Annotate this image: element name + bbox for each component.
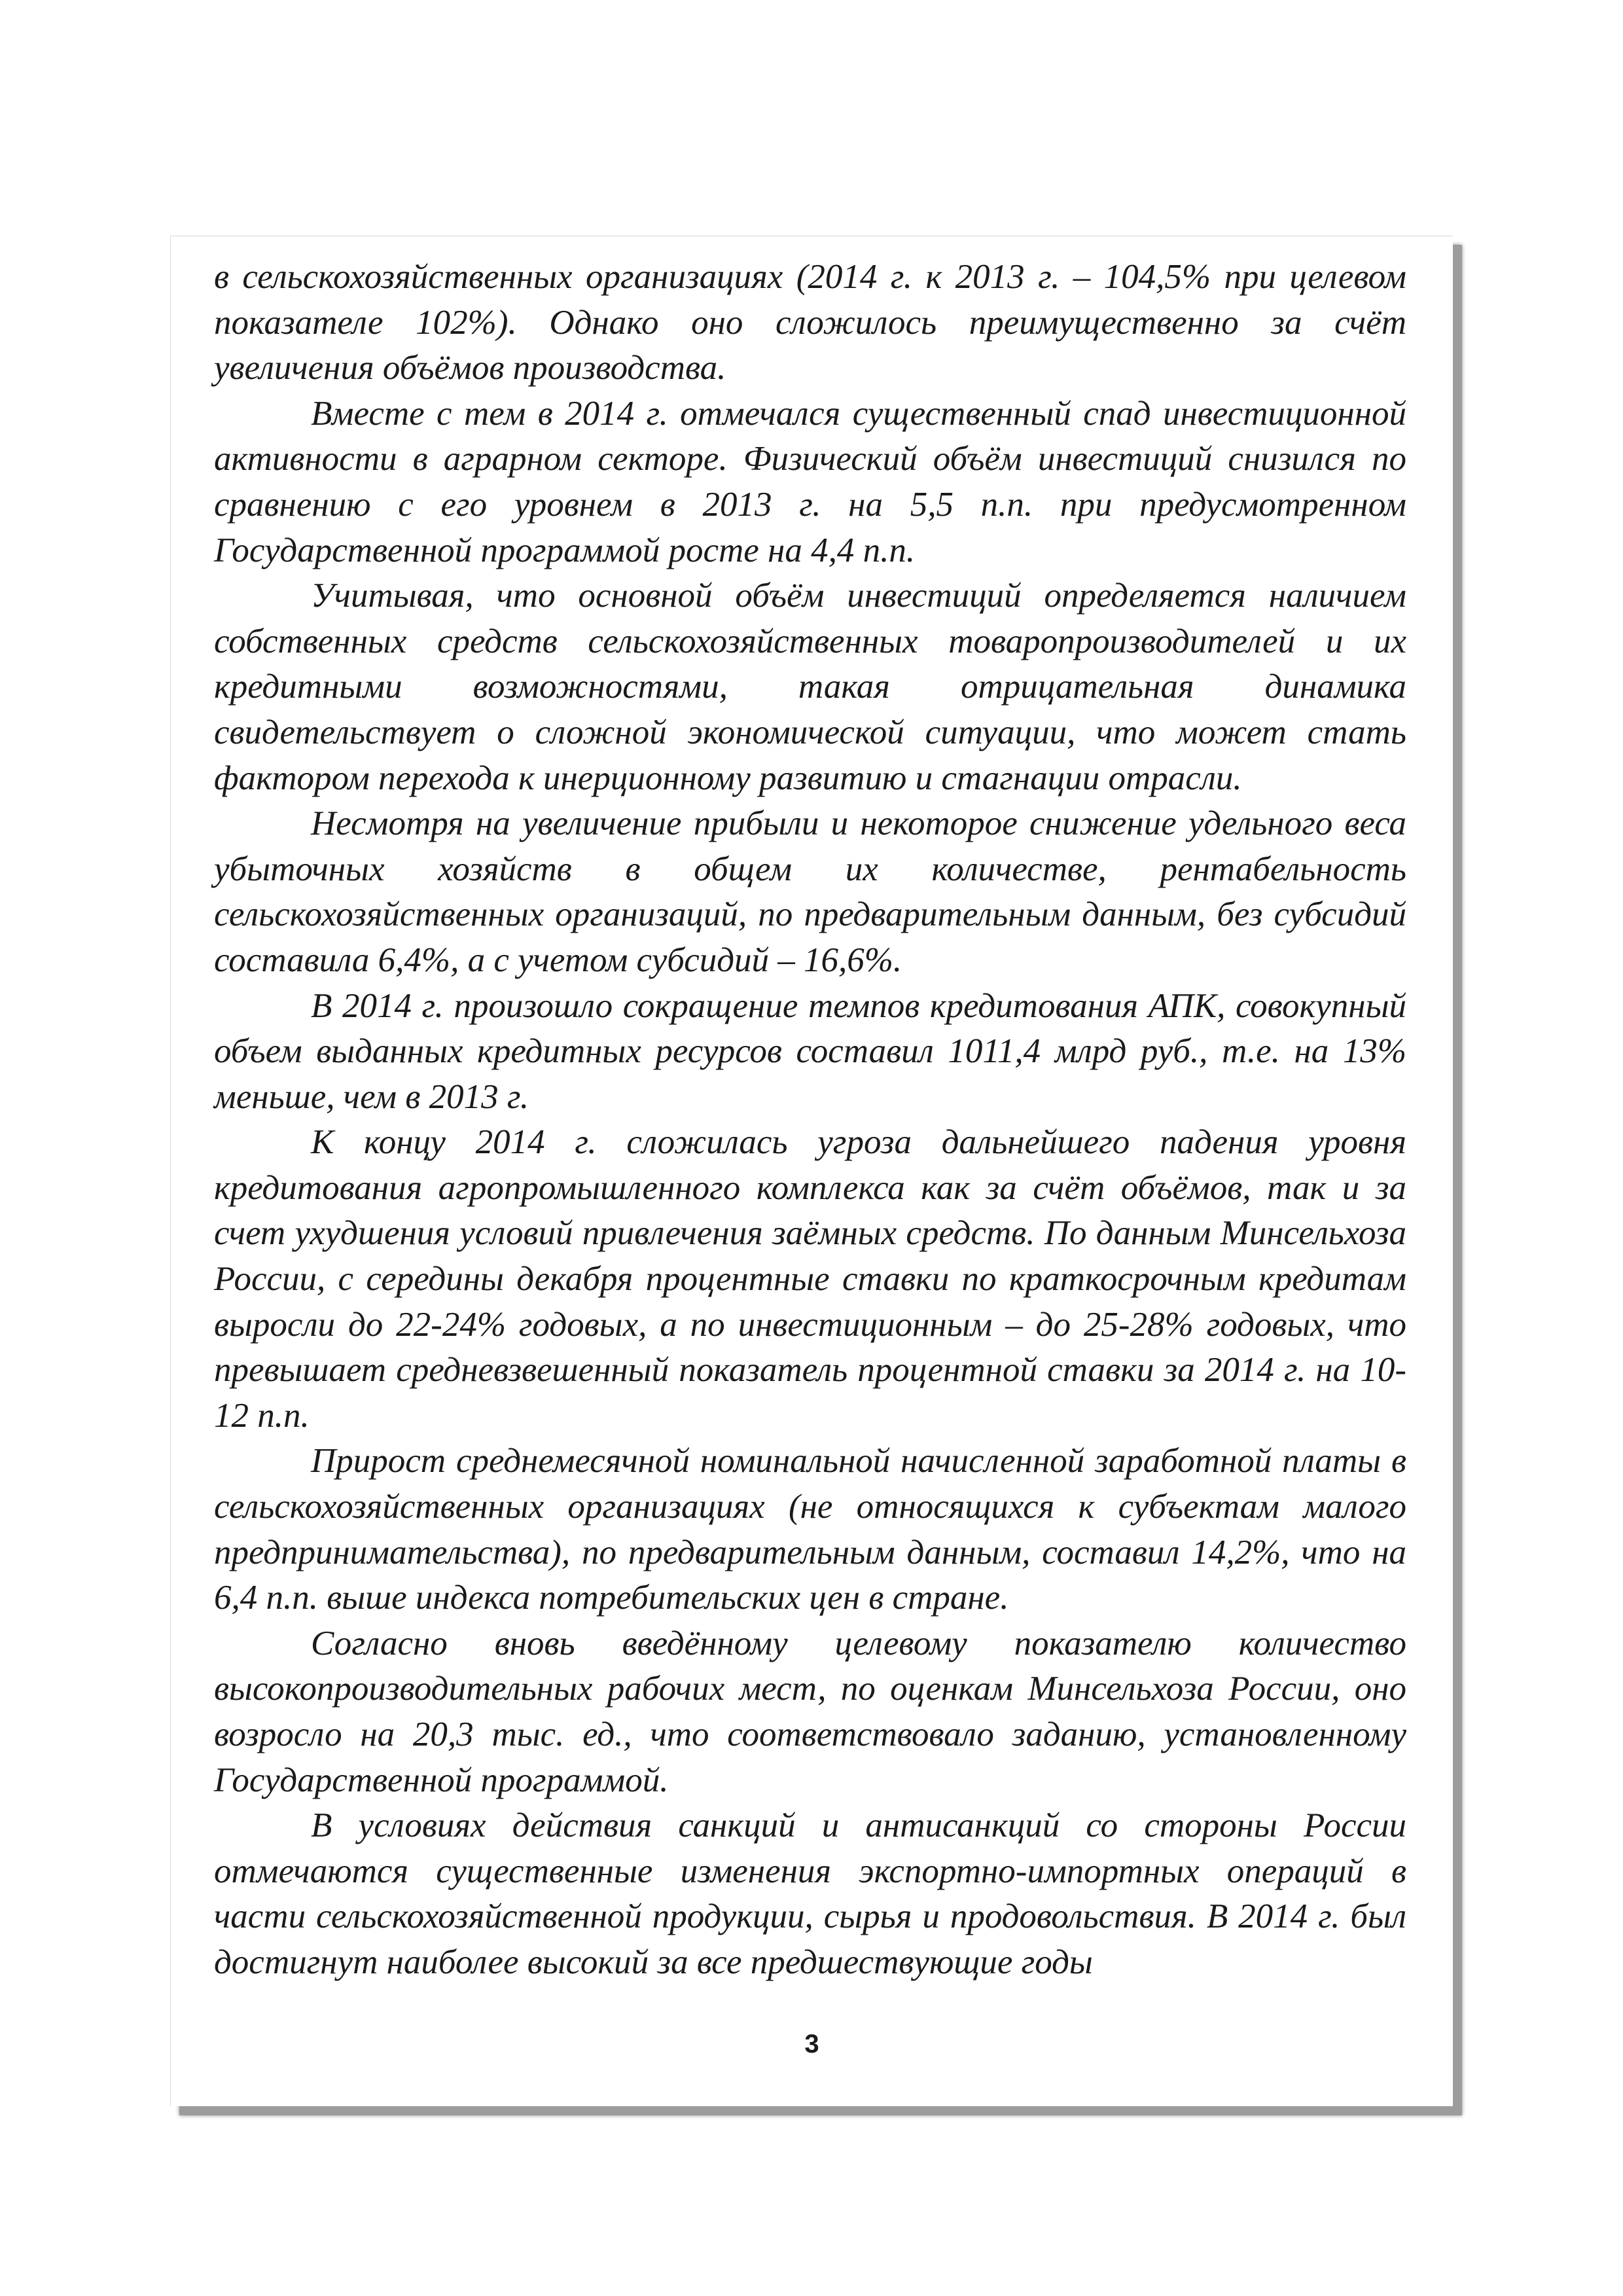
paragraph-9: В условиях действия санкций и антисанкций со стороны России отмечаются существенные изменения экспортно-импортных операций в части сельскохозяйственной продукции, сырья и продовольствия. В 2014 г. был достигнут наиболее высокий за все предшествующие годы — [214, 1806, 1406, 1981]
page-number: 3 — [804, 2030, 819, 2058]
paragraph-5: В 2014 г. произошло сокращение темпов кредитования АПК, совокупный объем выданных кредитных ресурсов составил 1011,4 млрд руб., т.е. на 13% меньше, чем в 2013 г. — [214, 986, 1406, 1116]
paragraph-4: Несмотря на увеличение прибыли и некоторое снижение удельного веса убыточных хозяйств в общем их количестве, рентабельность сельскохозяйственных организаций, по предварительным данным, без субсидий составила 6,4%, а с учетом субсидий – 16,6%. — [214, 804, 1406, 979]
paragraph-7: Прирост среднемесячной номинальной начисленной заработной платы в сельскохозяйственных организациях (не относящихся к субъектам малого предпринимательства), по предварительным данным, составил 14,2%, что на 6,4 п.п. выше индекса потребительских цен в стране. — [214, 1442, 1406, 1617]
document-body — [214, 255, 1406, 1986]
paragraph-6: К концу 2014 г. сложилась угроза дальнейшего падения уровня кредитования агропромышленного комплекса как за счёт объёмов, так и за счет ухудшения условий привлечения заёмных средств. По данным Минсельхоза России, с середины декабря процентные ставки по краткосрочным кредитам выросли до 22-24% годовых, а по инвестиционным – до 25-28% годовых, что превышает средневзвешенный показатель процентной ставки за 2014 г. на 10-12 п.п. — [214, 1123, 1406, 1435]
paragraph-8: Согласно вновь введённому целевому показателю количество высокопроизводительных рабочих мест, по оценкам Минсельхоза России, оно возросло на 20,3 тыс. ед., что соответствовало заданию, установленному Государственной программой. — [214, 1624, 1406, 1799]
page-card — [170, 236, 1453, 2106]
paragraph-3: Учитывая, что основной объём инвестиций определяется наличием собственных средств сельскохозяйственных товаропроизводителей и их кредитными возможностями, такая отрицательная динамика свидетельствует о сложной экономической ситуации, что может стать фактором перехода к инерционному развитию и стагнации отрасли. — [214, 577, 1406, 797]
paragraph-1: в сельскохозяйственных организациях (2014 г. к 2013 г. – 104,5% при целевом показателе 102%). Однако оно сложилось преимущественно за счёт увеличения объёмов производства. — [214, 258, 1406, 387]
paragraph-2: Вместе с тем в 2014 г. отмечался существенный спад инвестиционной активности в аграрном секторе. Физический объём инвестиций снизился по сравнению с его уровнем в 2013 г. на 5,5 п.п. при предусмотренном Государственной программой росте на 4,4 п.п. — [214, 394, 1406, 569]
